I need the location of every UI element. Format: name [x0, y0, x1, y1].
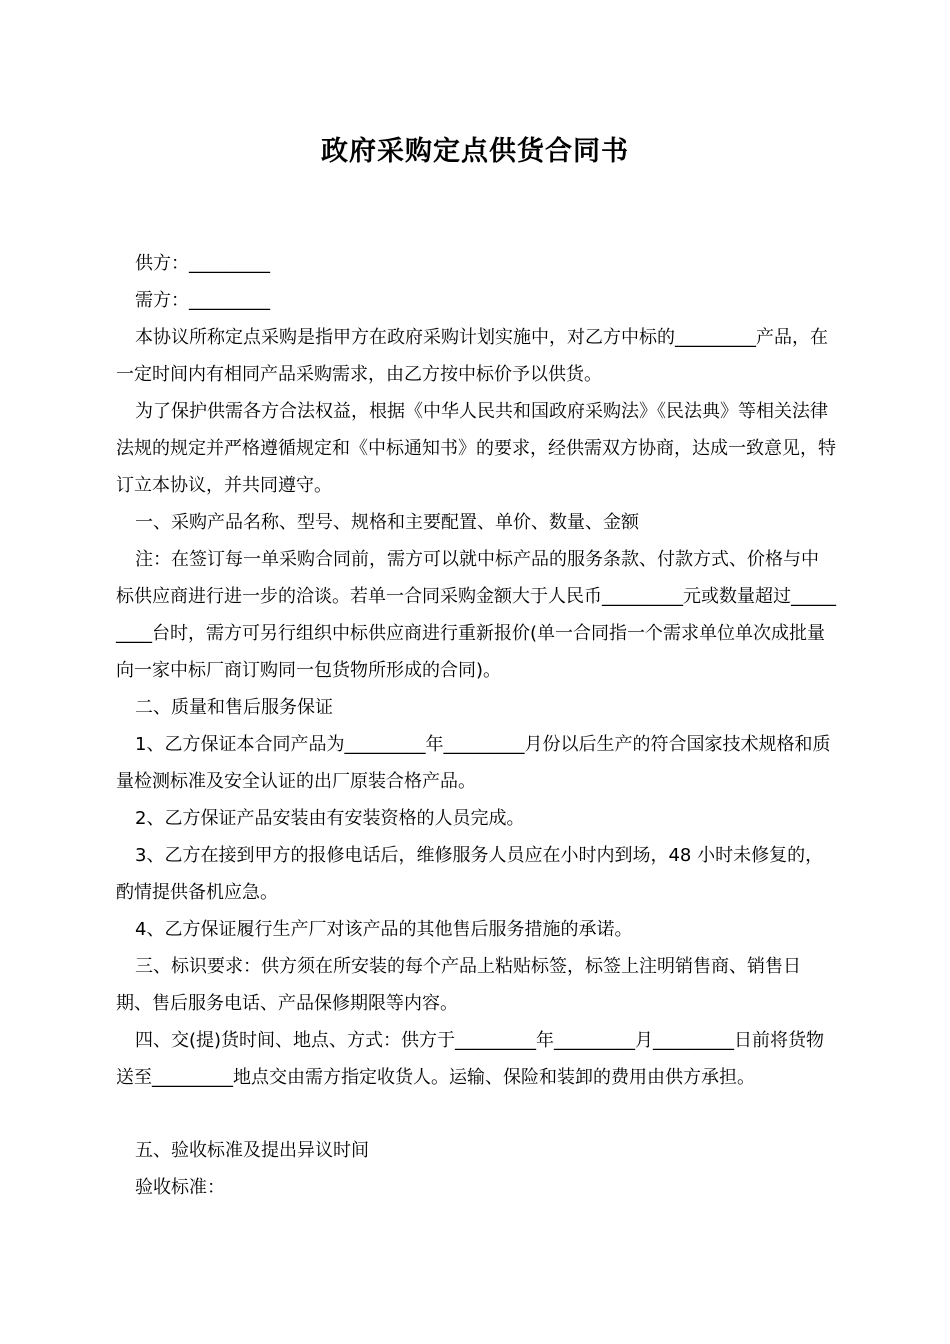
paragraph-definition: 本协议所称定点采购是指甲方在政府采购计划实施中，对乙方中标的_________产品，在一定时间内有相同产品采购需求，由乙方按中标价予以供货。 — [116, 327, 828, 385]
section-heading-2: 二、质量和售后服务保证 — [135, 697, 333, 718]
paragraph-purpose: 为了保护供需各方合法权益，根据《中华人民共和国政府采购法》《民法典》等相关法律法规的规定并严格遵循规定和《中标通知书》的要求，经供需双方协商，达成一致意见，特订立本协议，并共同遵守。 — [116, 401, 836, 496]
section-heading-5: 五、验收标准及提出异议时间 — [135, 1140, 369, 1161]
section-heading-3: 三、标识要求：供方须在所安装的每个产品上粘贴标签，标签上注明销售商、销售日期、售后服务电话、产品保修期限等内容。 — [116, 956, 801, 1014]
document-body — [116, 245, 836, 1206]
blank-gap — [116, 1096, 836, 1132]
buyer-line: 需方：_________ — [135, 290, 270, 311]
section-heading-4: 四、交(提)货时间、地点、方式：供方于_________年_________月_________日前将货物送至_________地点交由需方指定收货人。运输、保险和装卸的费用由供方承担。 — [116, 1030, 825, 1088]
paragraph-note: 注：在签订每一单采购合同前，需方可以就中标产品的服务条款、付款方式、价格与中标供应商进行进一步的洽谈。若单一合同采购金额大于人民币_________元或数量超过_________台时，需方可另行组织中标供应商进行重新报价(单一合同指一个需求单位单次成批量向一家中标厂商订购同一包货物所形成的合同)。 — [116, 549, 836, 681]
clause-2-2: 2、乙方保证产品安装由有安装资格的人员完成。 — [135, 808, 525, 829]
acceptance-standard-label: 验收标准： — [135, 1177, 225, 1198]
section-heading-1: 一、采购产品名称、型号、规格和主要配置、单价、数量、金额 — [135, 512, 639, 533]
clause-2-3: 3、乙方在接到甲方的报修电话后，维修服务人员应在小时内到场，48 小时未修复的，酌情提供备机应急。 — [116, 845, 824, 903]
document-title: 政府采购定点供货合同书 — [321, 136, 629, 167]
supplier-line: 供方：_________ — [135, 253, 270, 274]
clause-2-4: 4、乙方保证履行生产厂对该产品的其他售后服务措施的承诺。 — [135, 919, 633, 940]
clause-2-1: 1、乙方保证本合同产品为_________年_________月份以后生产的符合国家技术规格和质量检测标准及安全认证的出厂原装合格产品。 — [116, 734, 831, 792]
